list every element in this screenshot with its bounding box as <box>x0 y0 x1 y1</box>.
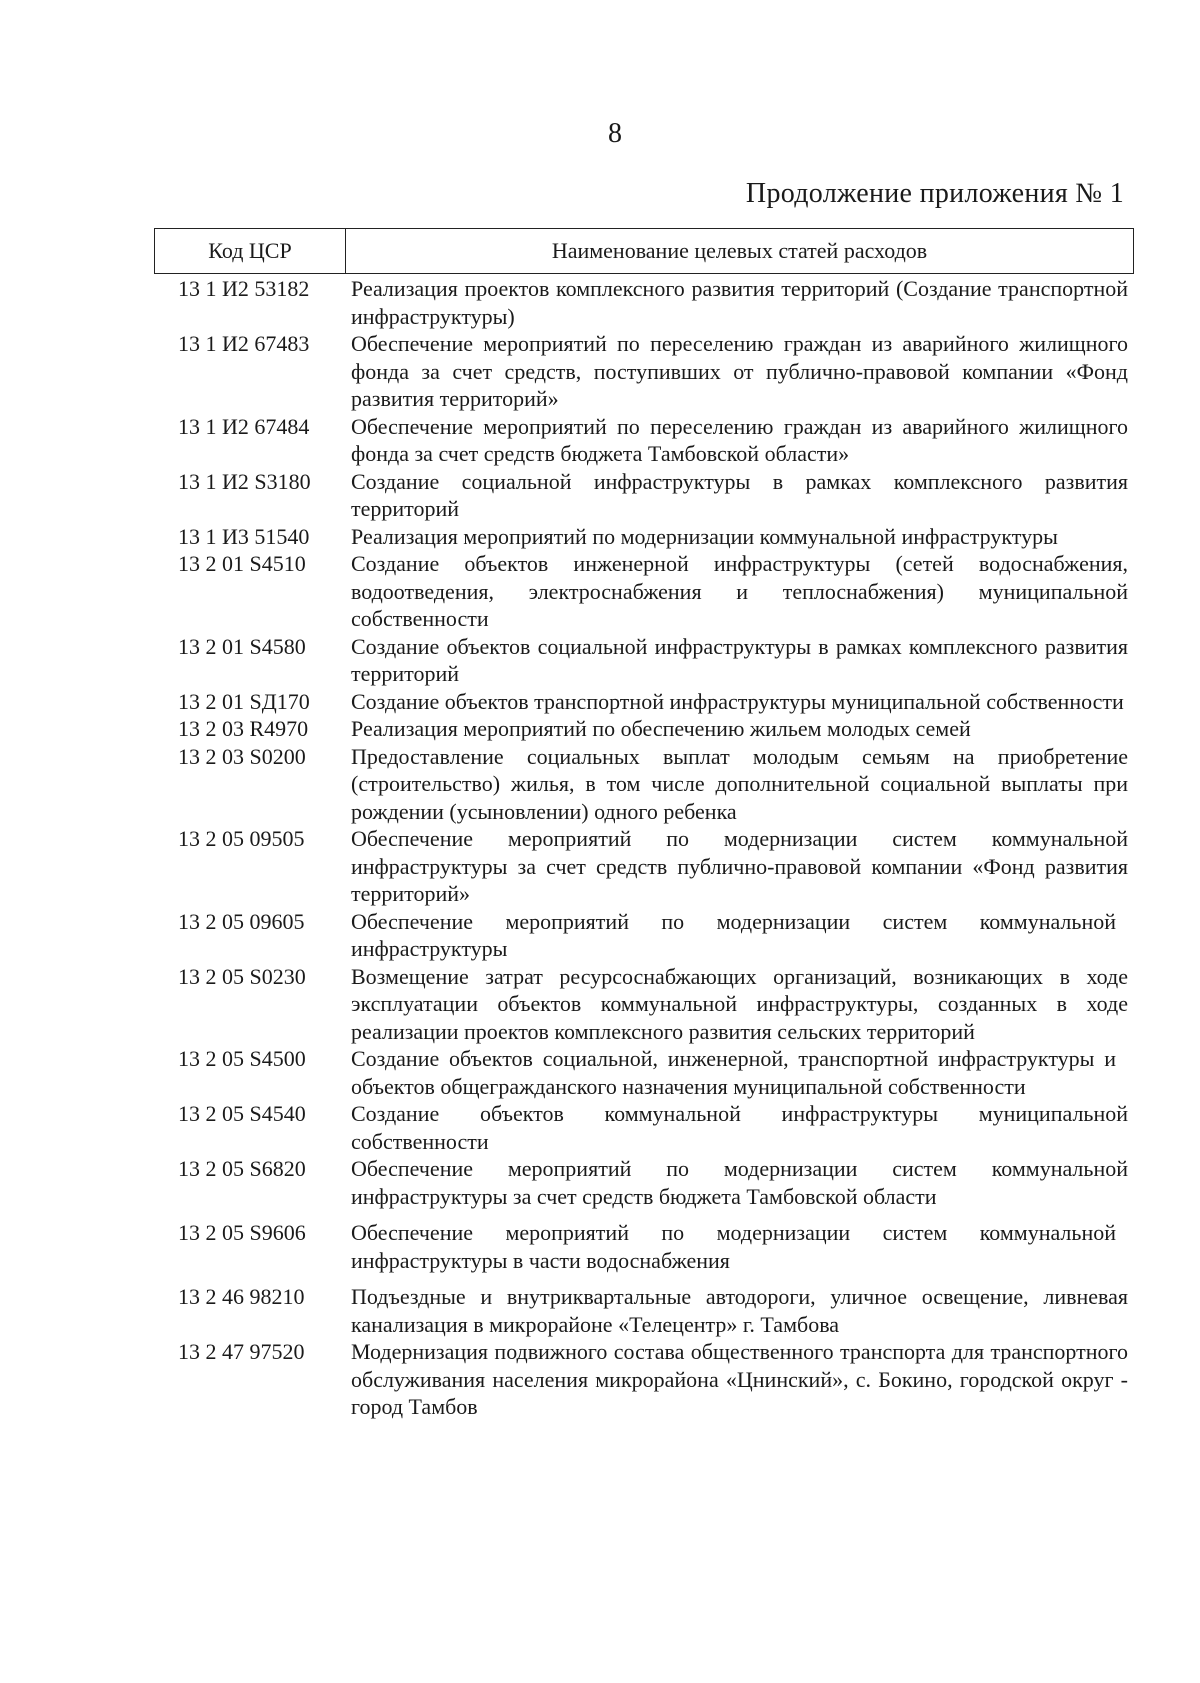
row-code: 13 2 01 S4510 <box>178 551 306 576</box>
row-code: 13 2 05 S0230 <box>178 963 306 989</box>
row-name: Модернизация подвижного состава общественного транспорта для транспортного обслуживания населения микрорайона «Цнинский», с. Бокино, городской округ - город Тамбов <box>351 1339 1128 1419</box>
row-code: 13 2 03 S0200 <box>178 743 306 769</box>
row-name: Обеспечение мероприятий по модернизации систем коммунальной инфраструктуры за счет средств публично-правовой компании «Фонд развития территорий» <box>351 826 1128 906</box>
row-name: Предоставление социальных выплат молодым семьям на приобретение (строительство) жилья, в том числе дополнительной социальной выплаты при рождении (усыновлении) одного ребенка <box>351 743 1128 824</box>
row-name: Обеспечение мероприятий по переселению граждан из аварийного жилищного фонда за счет средств, поступивших от публично-правовой компании «Фонд развития территорий» <box>351 331 1128 411</box>
row-name: Создание объектов социальной инфраструктуры в рамках комплексного развития территорий <box>351 633 1128 686</box>
row-code: 13 2 47 97520 <box>178 1339 305 1364</box>
row-name: Создание объектов инженерной инфраструктуры (сетей водоснабжения, водоотведения, электроснабжения и теплоснабжения) муниципальной собственности <box>351 551 1128 631</box>
row-name: Обеспечение мероприятий по переселению граждан из аварийного жилищного фонда за счет средств бюджета Тамбовской области» <box>351 413 1128 466</box>
row-code: 13 2 05 S4540 <box>178 1101 306 1126</box>
table-row <box>154 1045 1134 1100</box>
row-code: 13 2 05 09605 <box>178 908 305 934</box>
table-row <box>154 1338 1134 1421</box>
row-code: 13 2 05 S9606 <box>178 1220 306 1245</box>
table-row <box>154 468 1134 523</box>
row-name: Реализация мероприятий по обеспечению жильем молодых семей <box>351 716 971 741</box>
row-name: Возмещение затрат ресурсоснабжающих организаций, возникающих в ходе эксплуатации объектов коммунальной инфраструктуры, созданных в ходе реализации проектов комплексного развития сельских территорий <box>351 963 1128 1044</box>
row-name: Создание объектов коммунальной инфраструктуры муниципальной собственности <box>351 1101 1128 1154</box>
header-name: Наименование целевых статей расходов <box>551 238 928 263</box>
page-number: 8 <box>608 118 622 149</box>
table-row <box>154 1219 1134 1274</box>
table-row <box>154 1283 1134 1338</box>
row-code: 13 1 И3 51540 <box>178 523 310 549</box>
row-code: 13 1 И2 67483 <box>178 331 310 356</box>
row-name: Создание социальной инфраструктуры в рамках комплексного развития территорий <box>351 468 1128 521</box>
row-name: Реализация проектов комплексного развития территорий (Создание транспортной инфраструктуры) <box>351 276 1128 329</box>
row-name: Обеспечение мероприятий по модернизации систем коммунальной инфраструктуры в части водоснабжения <box>351 1220 1116 1273</box>
table-header <box>154 228 1134 274</box>
appendix-continuation-heading: Продолжение приложения № 1 <box>745 178 1124 209</box>
row-code: 13 1 И2 67484 <box>178 413 310 439</box>
row-code: 13 2 05 09505 <box>178 826 305 851</box>
header-code: Код ЦСР <box>155 229 346 273</box>
row-name: Подъездные и внутриквартальные автодороги, уличное освещение, ливневая канализация в микрорайоне «Телецентр» г. Тамбова <box>351 1284 1128 1337</box>
row-name: Создание объектов транспортной инфраструктуры муниципальной собственности <box>351 688 1124 714</box>
row-name: Реализация мероприятий по модернизации коммунальной инфраструктуры <box>351 523 1058 549</box>
row-code: 13 2 01 SД170 <box>178 688 310 714</box>
table-row <box>154 1155 1134 1210</box>
row-code: 13 2 03 R4970 <box>178 716 309 741</box>
row-name: Создание объектов социальной, инженерной, транспортной инфраструктуры и объектов общегражданского назначения муниципальной собственности <box>351 1046 1116 1099</box>
table-row <box>154 523 1134 551</box>
table-row <box>154 633 1134 688</box>
table-row <box>154 963 1134 1046</box>
row-code: 13 2 05 S4500 <box>178 1046 306 1071</box>
table-row <box>154 413 1134 468</box>
row-code: 13 1 И2 53182 <box>178 276 310 301</box>
row-code: 13 2 01 S4580 <box>178 633 306 659</box>
table-body <box>154 275 1134 1421</box>
table-row <box>154 550 1134 633</box>
table-row <box>154 743 1134 826</box>
row-name: Обеспечение мероприятий по модернизации систем коммунальной инфраструктуры за счет средств бюджета Тамбовской области <box>351 1156 1128 1209</box>
table-row <box>154 715 1134 743</box>
table-row <box>154 688 1134 716</box>
table-row <box>154 908 1134 963</box>
row-code: 13 2 05 S6820 <box>178 1156 306 1181</box>
expense-items-table <box>154 228 1134 1421</box>
table-row <box>154 825 1134 908</box>
table-row <box>154 330 1134 413</box>
table-row <box>154 275 1134 330</box>
table-row <box>154 1100 1134 1155</box>
row-code: 13 2 46 98210 <box>178 1284 305 1309</box>
row-code: 13 1 И2 S3180 <box>178 468 311 494</box>
row-name: Обеспечение мероприятий по модернизации систем коммунальной инфраструктуры <box>351 908 1116 961</box>
